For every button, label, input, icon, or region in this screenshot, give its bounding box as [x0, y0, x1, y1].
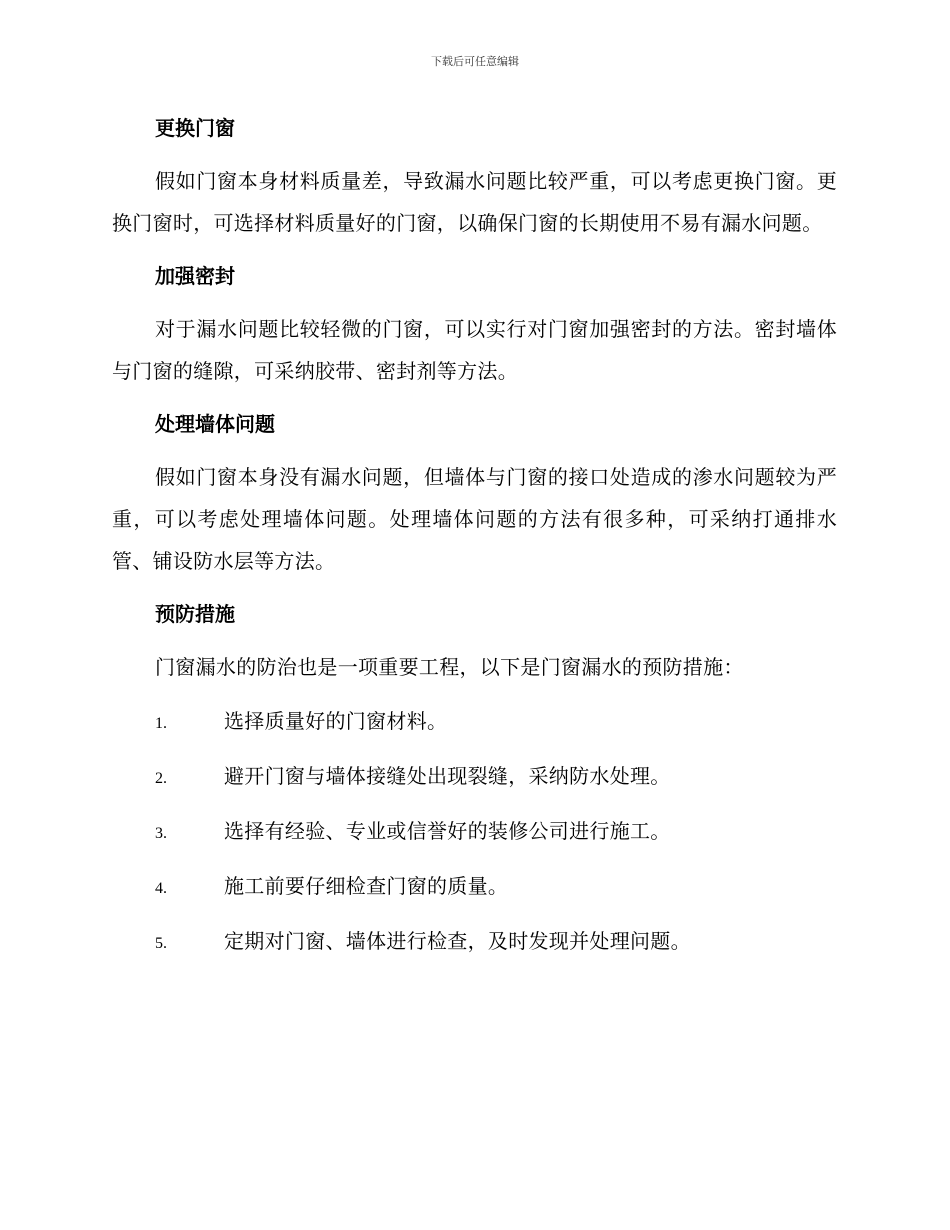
list-item-text: 定期对门窗、墙体进行检查，及时发现并处理问题。	[224, 929, 691, 953]
list-item	[112, 810, 837, 865]
list-item-number: 3.	[155, 825, 167, 842]
list-item	[112, 920, 837, 975]
section-replace-doors-windows	[112, 108, 837, 244]
list-item-number: 2.	[155, 770, 167, 787]
prevention-list	[112, 700, 837, 975]
section-heading: 加强密封	[155, 264, 235, 288]
section-prevention	[112, 594, 837, 975]
document-body	[112, 108, 837, 975]
list-item-number: 1.	[155, 715, 167, 732]
page-header: 下载后可任意编辑	[431, 55, 519, 68]
section-heading: 更换门窗	[155, 116, 235, 140]
list-item	[112, 755, 837, 810]
section-paragraph: 假如门窗本身材料质量差，导致漏水问题比较严重，可以考虑更换门窗。更换门窗时，可选择材料质量好的门窗，以确保门窗的长期使用不易有漏水问题。	[112, 169, 837, 235]
list-item-number: 4.	[155, 880, 167, 897]
list-item-number: 5.	[155, 935, 167, 952]
list-item-text: 选择有经验、专业或信誉好的装修公司进行施工。	[224, 819, 671, 843]
section-wall-problems	[112, 404, 837, 582]
list-item	[112, 865, 837, 920]
section-paragraph: 假如门窗本身没有漏水问题，但墙体与门窗的接口处造成的渗水问题较为严重，可以考虑处理墙体问题。处理墙体问题的方法有很多种，可采纳打通排水管、铺设防水层等方法。	[112, 465, 837, 573]
section-strengthen-seal	[112, 256, 837, 392]
section-heading: 预防措施	[155, 602, 235, 626]
list-item-text: 避开门窗与墙体接缝处出现裂缝，采纳防水处理。	[224, 764, 671, 788]
section-heading: 处理墙体问题	[155, 412, 275, 436]
prevention-intro: 门窗漏水的防治也是一项重要工程，以下是门窗漏水的预防措施：	[155, 655, 744, 679]
section-paragraph: 对于漏水问题比较轻微的门窗，可以实行对门窗加强密封的方法。密封墙体与门窗的缝隙，可采纳胶带、密封剂等方法。	[112, 317, 837, 383]
list-item-text: 选择质量好的门窗材料。	[224, 709, 448, 733]
list-item	[112, 700, 837, 755]
list-item-text: 施工前要仔细检查门窗的质量。	[224, 874, 509, 898]
